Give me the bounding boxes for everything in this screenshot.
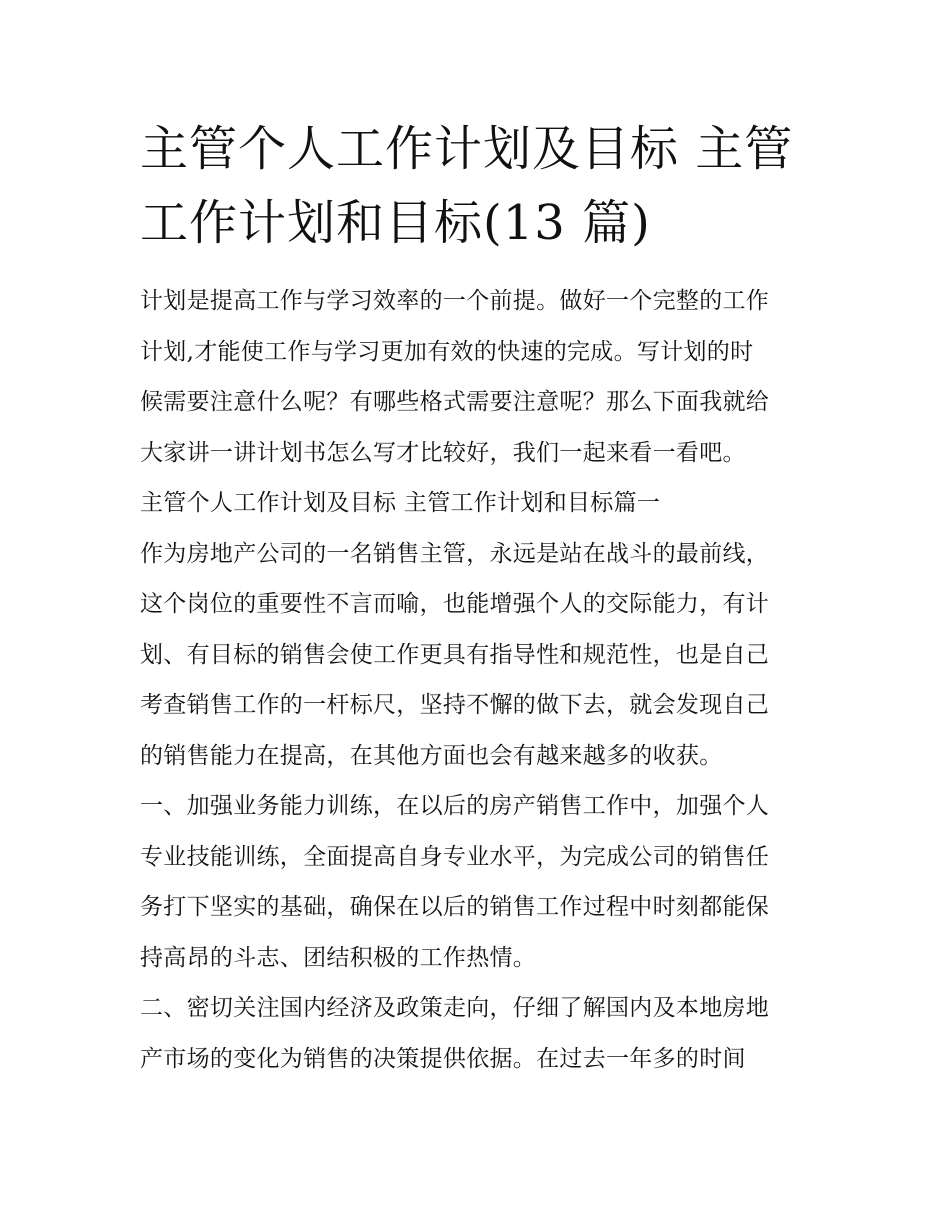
body-line-2: 计划,才能使工作与学习更加有效的快速的完成。写计划的时 [140, 338, 754, 365]
body-line-9: 考查销售工作的一杆标尺，坚持不懈的做下去，就会发现自己 [140, 692, 770, 718]
section-heading-1: 主管个人工作计划及目标 主管工作计划和目标篇一 [140, 490, 661, 516]
title-line-1: 主管个人工作计划及目标 主管 [140, 121, 794, 177]
body-line-10: 的销售能力在提高，在其他方面也会有越来越多的收获。 [140, 742, 723, 769]
body-line-6: 作为房地产公司的一名销售主管，永远是站在战斗的最前线， [140, 540, 770, 567]
body-line-12: 专业技能训练，全面提高自身专业水平，为完成公司的销售任 [140, 843, 770, 870]
body-line-15: 二、密切关注国内经济及政策走向，仔细了解国内及本地房地 [140, 995, 770, 1021]
body-line-1: 计划是提高工作与学习效率的一个前提。做好一个完整的工作 [140, 288, 770, 314]
title-line-2: 工作计划和目标(13 篇) [140, 195, 651, 251]
body-line-11: 一、加强业务能力训练，在以后的房产销售工作中，加强个人 [140, 793, 770, 819]
body-line-16: 产市场的变化为销售的决策提供依据。在过去一年多的时间 [140, 1045, 746, 1072]
body-line-4: 大家讲一讲计划书怎么写才比较好，我们一起来看一看吧。 [140, 439, 746, 466]
body-line-7: 这个岗位的重要性不言而喻，也能增强个人的交际能力，有计 [140, 591, 770, 617]
document-body [140, 276, 820, 1084]
body-line-13: 务打下坚实的基础，确保在以后的销售工作过程中时刻都能保 [140, 894, 770, 920]
body-line-8: 划、有目标的销售会使工作更具有指导性和规范性，也是自己 [140, 641, 770, 668]
body-line-14: 持高昂的斗志、团结积极的工作热情。 [140, 944, 537, 971]
document-title [140, 112, 820, 260]
body-line-3: 候需要注意什么呢？有哪些格式需要注意呢？那么下面我就给 [140, 389, 770, 415]
